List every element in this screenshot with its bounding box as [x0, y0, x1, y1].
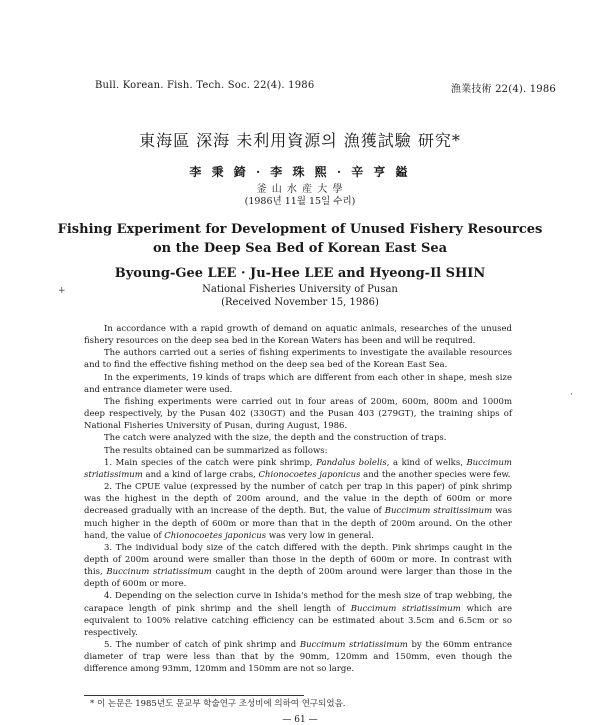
running-header-left: Bull. Korean. Fish. Tech. Soc. 22(4). 1986	[95, 80, 315, 91]
korean-title: 東海區 深海 未利用資源의 漁獲試驗 研究*	[139, 131, 461, 150]
result-item-2: 2. The CPUE value (expressed by the number of catch per trap in this paper) of pink shrimp was the highest in the depth of 200m around, and the value in the depth of 600m or more decreased gradually with an increase of the depth. But, the value of Buccimum straitissimum was much higher in the depth of 600m or more than that in the depth of 200m around. On the other hand, the value of Chionocoetes japonicus was very low in general.	[84, 482, 512, 541]
abstract-paragraph: The fishing experiments were carried out in four areas of 200m, 600m, 800m and 1000m deep respectively, by the Pusan 402 (330GT) and the Pusan 403 (279GT), the training ships of National Fisheries University of Pusan, during August, 1986.	[84, 396, 512, 432]
result-item-3: 3. The individual body size of the catch differed with the depth. Pink shrimps caught in the depth of 200m around were smaller than those in the depth of 600m or more. In contrast with this, Buccinum striatissimum caught in the depth of 200m around were larger than those in the depth of 600m or more.	[84, 542, 513, 590]
species-name: Buccimum striatissimum	[350, 603, 461, 614]
english-affiliation: National Fisheries University of Pusan	[202, 284, 398, 295]
result-item-4: 4. Depending on the selection curve in Ishida's method for the mesh size of trap webbing, the carapace length of pink shrimp and the shell length of Buccimum striatissimum which are equivalent to 100% relative catching efficiency can be estimated about 3.5cm and 6.5cm or so respectively.	[84, 591, 512, 638]
abstract-paragraph: In the experiments, 19 kinds of traps which are different from each other in shape, mesh size and entrance diameter were used.	[84, 372, 512, 395]
footnote: * 이 논문은 1985년도 문교부 학술연구 조성비에 의하여 연구되었음.	[90, 699, 346, 709]
running-header-right: 漁業技術 22(4). 1986	[450, 84, 556, 95]
english-received-date: (Received November 15, 1986)	[221, 297, 379, 308]
species-name: Chionocoetes japonicus	[258, 469, 361, 480]
korean-received-date: (1986년 11월 15일 수리)	[244, 196, 356, 207]
species-name: Buccinum striatissimum	[106, 567, 212, 578]
abstract-paragraph: The authors carried out a series of fishing experiments to investigate the available resources and to find the effective fishing method on the deep sea bed of the Korean East Sea.	[84, 348, 512, 371]
margin-mark-right: ·	[570, 390, 573, 400]
result-item-5: 5. The number of catch of pink shrimp and Buccimum striatissimum by the 60mm entrance diameter of trap were less than that by the 90mm, 120mm and 150mm, even though the difference among 93mm, 120mm and 150mm are not so large.	[84, 640, 512, 675]
korean-affiliation: 釜 山 水 産 大 學	[256, 184, 344, 195]
species-name: Buccimum straitissimum	[384, 506, 493, 517]
english-authors: Byoung-Gee LEE · Ju-Hee LEE and Hyeong-Il SHIN	[114, 266, 486, 281]
korean-authors: 李 秉 錡 · 李 珠 熙 · 辛 亨 鎰	[189, 165, 411, 179]
margin-mark-left: +	[58, 286, 66, 296]
species-name: Buccimum striatissimum	[299, 640, 408, 651]
english-title-line2: on the Deep Sea Bed of Korean East Sea	[152, 241, 448, 256]
abstract-paragraph: The catch were analyzed with the size, the depth and the construction of traps.	[104, 433, 447, 444]
abstract	[84, 323, 512, 676]
abstract-paragraph: The results obtained can be summarized as follows:	[104, 445, 328, 456]
english-title-line1: Fishing Experiment for Development of Unused Fishery Resources	[57, 222, 543, 237]
species-name: Pandalus bolelis	[316, 457, 387, 468]
species-name: Chionocoetes japonicus	[164, 530, 267, 541]
page-number: — 61 —	[282, 715, 318, 725]
english-title	[0, 220, 600, 258]
abstract-paragraph: In accordance with a rapid growth of demand on aquatic animals, researches of the unused fishery resources on the deep sea bed in the Korean Waters has been and will be required.	[84, 324, 512, 347]
result-item-1: 1. Main species of the catch were pink shrimp, Pandalus bolelis, a kind of welks, Buccimum striatissimum and a kind of large crabs, Chionocoetes japonicus and the another species were few.	[84, 457, 512, 480]
species-name: Buccimum striatissimum	[84, 457, 512, 480]
footnote-rule	[84, 695, 304, 696]
